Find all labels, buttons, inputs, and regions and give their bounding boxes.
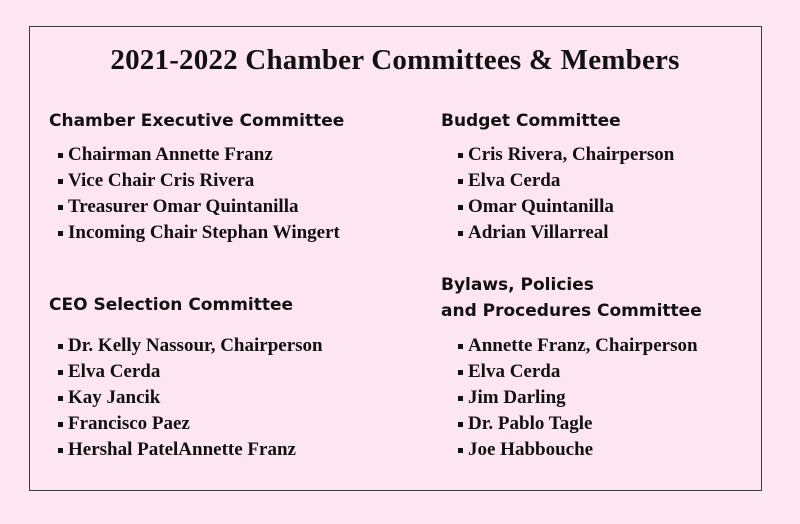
- bullet-icon: [58, 205, 63, 210]
- member-item: Treasurer Omar Quintanilla: [58, 194, 344, 220]
- bullet-icon: [458, 396, 463, 401]
- bullet-icon: [58, 153, 63, 158]
- ceo-selection-committee-members: [58, 333, 323, 463]
- member-item: Elva Cerda: [458, 359, 702, 385]
- ceo-selection-committee-section: [49, 292, 323, 463]
- bullet-icon: [458, 448, 463, 453]
- bullet-icon: [58, 448, 63, 453]
- budget-committee-section: [441, 108, 674, 246]
- bullet-icon: [458, 422, 463, 427]
- bullet-icon: [58, 422, 63, 427]
- budget-committee-members: [458, 142, 674, 246]
- bullet-icon: [58, 231, 63, 236]
- bullet-icon: [458, 205, 463, 210]
- bylaws-committee-heading-line2: and Procedures Committee: [441, 301, 702, 321]
- member-item: Jim Darling: [458, 385, 702, 411]
- bullet-icon: [458, 370, 463, 375]
- member-item: Dr. Kelly Nassour, Chairperson: [58, 333, 323, 359]
- bullet-icon: [458, 231, 463, 236]
- member-item: Francisco Paez: [58, 411, 323, 437]
- executive-committee-section: [49, 108, 344, 246]
- bullet-icon: [58, 396, 63, 401]
- member-item: Elva Cerda: [58, 359, 323, 385]
- member-item: Joe Habbouche: [458, 437, 702, 463]
- bullet-icon: [58, 179, 63, 184]
- member-item: Kay Jancik: [58, 385, 323, 411]
- member-item: Omar Quintanilla: [458, 194, 674, 220]
- member-item: Hershal PatelAnnette Franz: [58, 437, 323, 463]
- member-item: Adrian Villarreal: [458, 220, 674, 246]
- bullet-icon: [58, 370, 63, 375]
- bylaws-committee-members: [458, 333, 702, 463]
- bylaws-committee-section: [441, 272, 702, 463]
- member-item: Chairman Annette Franz: [58, 142, 344, 168]
- member-item: Elva Cerda: [458, 168, 674, 194]
- executive-committee-members: [58, 142, 344, 246]
- member-item: Dr. Pablo Tagle: [458, 411, 702, 437]
- member-item: Cris Rivera, Chairperson: [458, 142, 674, 168]
- ceo-selection-committee-heading: CEO Selection Committee: [49, 295, 294, 315]
- bylaws-committee-heading-line1: Bylaws, Policies: [441, 275, 594, 295]
- page-title: 2021-2022 Chamber Committees & Members: [110, 44, 680, 76]
- member-item: Vice Chair Cris Rivera: [58, 168, 344, 194]
- member-item: Annette Franz, Chairperson: [458, 333, 702, 359]
- executive-committee-heading: Chamber Executive Committee: [49, 111, 345, 131]
- bullet-icon: [458, 344, 463, 349]
- bullet-icon: [458, 179, 463, 184]
- member-item: Incoming Chair Stephan Wingert: [58, 220, 344, 246]
- budget-committee-heading: Budget Committee: [441, 111, 621, 131]
- bullet-icon: [458, 153, 463, 158]
- bullet-icon: [58, 344, 63, 349]
